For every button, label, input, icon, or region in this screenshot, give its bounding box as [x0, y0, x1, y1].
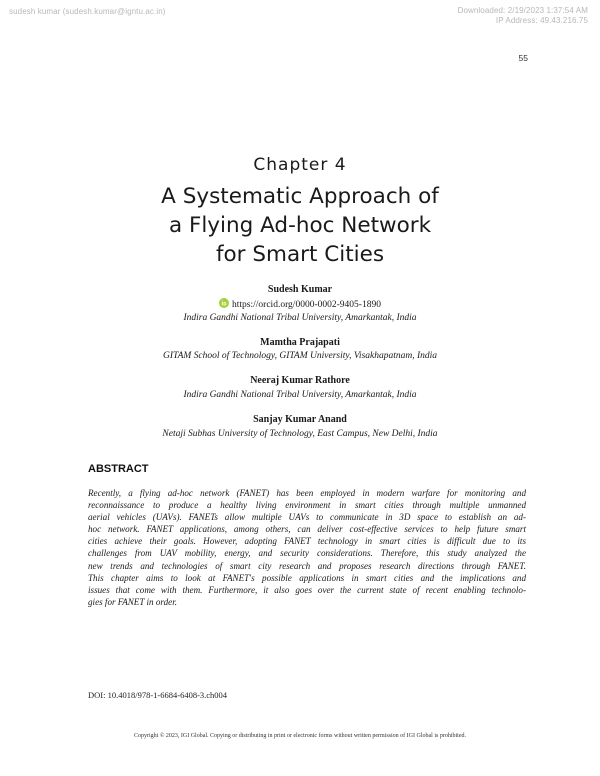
author-name: Sudesh Kumar [267, 284, 333, 295]
page-number: 55 [518, 53, 528, 63]
orcid-icon [219, 298, 229, 308]
author-affiliation: Netaji Subhas University of Technology, East Campus, New Delhi, India [162, 429, 438, 439]
abstract-line: reconnaissance to produce a healthy living environment in smart cities through multiple unmanned [88, 500, 526, 511]
title-line: for Smart Cities [215, 242, 385, 267]
chapter-title [0, 182, 600, 269]
download-timestamp: Downloaded: 2/19/2023 1:37:54 AM [457, 6, 588, 15]
author-affiliation: Indira Gandhi National Tribal University, Amarkantak, India [183, 390, 417, 400]
chapter-label: Chapter 4 [253, 155, 347, 175]
abstract-line: cities achieve their goals. However, adopting FANET technology in smart cities is difficult due to its [88, 536, 526, 547]
author-orcid[interactable] [0, 298, 600, 310]
author-affiliation: Indira Gandhi National Tribal University, Amarkantak, India [183, 313, 417, 323]
copyright-notice: Copyright © 2023, IGI Global. Copying or distributing in print or electronic forms without written permission of IGI Global is prohibited. [133, 733, 466, 739]
title-line: a Flying Ad-hoc Network [168, 213, 432, 238]
abstract-line: aerial vehicles (UAVs). FANETs allow multiple UAVs to communicate in 3D space to establish an ad- [88, 512, 526, 523]
author-name: Sanjay Kumar Anand [253, 414, 347, 425]
author-affiliation: GITAM School of Technology, GITAM University, Visakhapatnam, India [162, 351, 438, 361]
abstract-line: hoc network. FANET applications, among others, can deliver cost-effective services to help future smart [88, 524, 526, 535]
abstract-body [88, 487, 526, 608]
abstract-line: challenges from UAV mobility, energy, and security considerations. Therefore, this study analyzed the [88, 548, 526, 559]
abstract-line: This chapter aims to look at FANET's possible applications in smart cities and the implications and [88, 572, 526, 583]
title-line: A Systematic Approach of [161, 184, 439, 209]
ip-address: IP Address: 49.43.216.75 [495, 16, 588, 25]
abstract-line: issues that come with them. Furthermore, it also goes over the current state of recent enabling technolo- [88, 584, 526, 595]
download-watermark-user: sudesh kumar (sudesh.kumar@igntu.ac.in) [9, 7, 166, 16]
author-name: Mamtha Prajapati [260, 337, 340, 348]
abstract-line: new trends and technologies of smart city research and proposes research directions through FANET. [88, 560, 526, 571]
author-name: Neeraj Kumar Rathore [250, 375, 350, 386]
abstract-heading: ABSTRACT [88, 463, 149, 475]
abstract-line: Recently, a flying ad-hoc network (FANET) has been employed in modern warfare for monitoring and [88, 488, 526, 498]
abstract-line: gies for FANET in order. [88, 596, 178, 607]
download-watermark-info [458, 6, 588, 26]
orcid-link[interactable]: https://orcid.org/0000-0002-9405-1890 [232, 300, 381, 310]
doi[interactable]: DOI: 10.4018/978-1-6684-6408-3.ch004 [88, 690, 228, 700]
